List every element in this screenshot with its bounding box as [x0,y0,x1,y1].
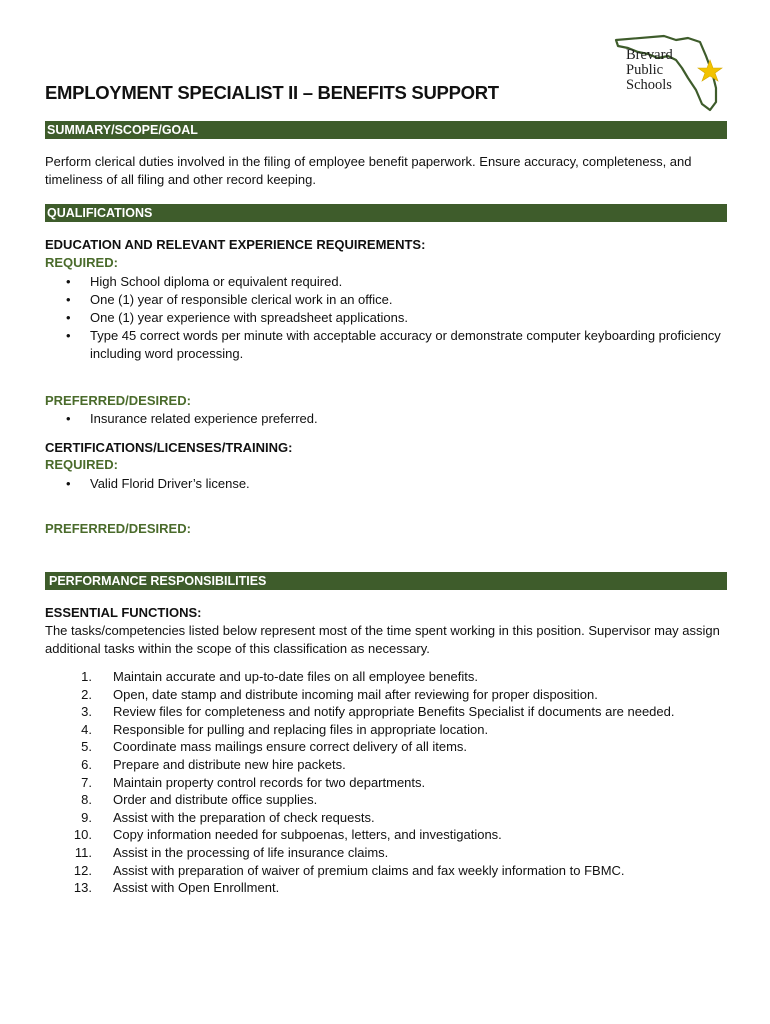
bullet-icon: • [66,476,71,491]
list-item: • Type 45 correct words per minute with acceptable accuracy or demonstrate computer keyboarding proficiency including word processing. [66,328,721,361]
logo-line-3: Schools [626,77,672,93]
list-item: 12. Assist with preparation of waiver of premium claims and fax weekly information to FBMC. [73,862,625,878]
summary-text: Perform clerical duties involved in the filing of employee benefit paperwork. Ensure accuracy, completeness, and timeliness of all filing and other record keeping. [45,154,692,187]
education-preferred-label: PREFERRED/DESIRED: [45,393,191,408]
summary-section-header: SUMMARY/SCOPE/GOAL [45,121,727,139]
star-icon [698,60,722,81]
education-heading: EDUCATION AND RELEVANT EXPERIENCE REQUIREMENTS: [45,237,426,252]
essential-functions-intro: The tasks/competencies listed below represent most of the time spent working in this position. Supervisor may assign additional tasks within the scope of this classification as necessary. [45,623,720,656]
performance-section-header: PERFORMANCE RESPONSIBILITIES [45,572,727,590]
list-item: 1. Maintain accurate and up-to-date files on all employee benefits. [81,669,478,684]
list-item: 3. Review files for completeness and notify appropriate Benefits Specialist if documents are needed. [81,704,675,720]
brevard-public-schools-logo [612,28,730,114]
list-item: • Valid Florid Driver’s license. [66,476,250,491]
list-item: • Insurance related experience preferred. [66,411,318,426]
certifications-preferred-label: PREFERRED/DESIRED: [45,521,191,536]
bullet-icon: • [66,292,71,307]
essential-functions-list [45,668,727,897]
page-title: EMPLOYMENT SPECIALIST II – BENEFITS SUPPORT [45,82,499,103]
essential-functions-heading: ESSENTIAL FUNCTIONS: [45,605,202,620]
education-required-list [45,273,727,363]
logo-line-1: Brevard [626,47,673,63]
logo-text [626,48,673,93]
list-item: 13. Assist with Open Enrollment. [73,880,280,896]
list-item: 10. Copy information needed for subpoenas, letters, and investigations. [73,827,502,843]
logo-line-2: Public [626,62,664,78]
list-item: 5. Coordinate mass mailings ensure correct delivery of all items. [81,739,468,755]
certifications-required-list [45,475,727,493]
list-item: 7. Maintain property control records for two departments. [81,774,426,790]
education-required-label: REQUIRED: [45,255,118,270]
list-item: 4. Responsible for pulling and replacing files in appropriate location. [81,721,489,737]
list-item: 6. Prepare and distribute new hire packets. [81,756,346,772]
qualifications-section-header: QUALIFICATIONS [45,204,727,222]
bullet-icon: • [66,310,71,325]
list-item: • High School diploma or equivalent required. [66,274,343,289]
list-item: 11. Assist in the processing of life insurance claims. [74,844,389,860]
list-item: • One (1) year experience with spreadsheet applications. [66,310,408,325]
bullet-icon: • [66,328,71,343]
list-item: 8. Order and distribute office supplies. [81,792,318,808]
list-item: 2. Open, date stamp and distribute incoming mail after reviewing for proper disposition. [81,686,598,702]
bullet-icon: • [66,411,71,426]
education-preferred-list [45,410,727,428]
certifications-heading: CERTIFICATIONS/LICENSES/TRAINING: [45,440,293,455]
list-item: • One (1) year of responsible clerical work in an office. [66,292,393,307]
bullet-icon: • [66,274,71,289]
list-item: 9. Assist with the preparation of check requests. [81,809,375,825]
certifications-required-label: REQUIRED: [45,457,118,472]
